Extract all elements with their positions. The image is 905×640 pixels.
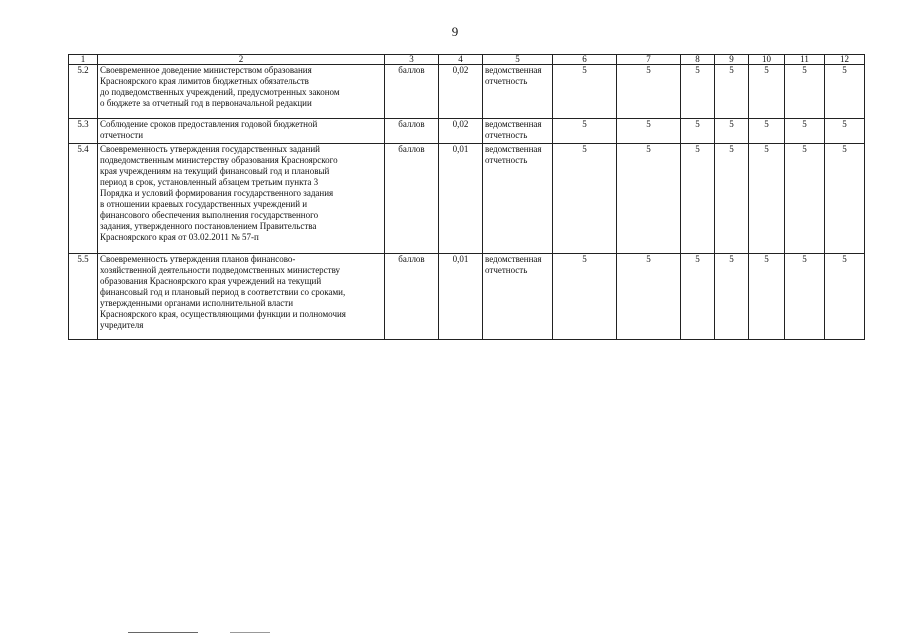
description-line: образования Красноярского края учреждений на текущий	[100, 276, 322, 286]
criteria-table	[68, 54, 865, 340]
description-line: Своевременное доведение министерством образования	[100, 65, 312, 75]
score-cell: 5	[617, 119, 681, 144]
description-line: Соблюдение сроков предоставления годовой бюджетной	[100, 119, 318, 129]
description-line: утвержденными органами исполнительной власти	[100, 298, 294, 308]
score-cell: 5	[749, 254, 785, 340]
score-cell: 5	[715, 65, 749, 119]
table-row	[69, 254, 865, 340]
description-line: в отношении краевых государственных учреждений и	[100, 199, 308, 209]
source-cell	[483, 65, 553, 119]
column-header-8: 8	[681, 55, 715, 65]
score-cell: 5	[749, 144, 785, 254]
weight-cell: 0,02	[439, 119, 483, 144]
score-cell: 5	[681, 144, 715, 254]
score-cell: 5	[617, 65, 681, 119]
score-cell: 5	[825, 144, 865, 254]
column-header-1: 1	[69, 55, 98, 65]
unit-cell: баллов	[385, 119, 439, 144]
score-cell: 5	[785, 119, 825, 144]
table-row	[69, 144, 865, 254]
criterion-description	[98, 65, 385, 119]
column-header-5: 5	[483, 55, 553, 65]
column-header-11: 11	[785, 55, 825, 65]
description-line: подведомственным министерству образования Красноярского	[100, 155, 338, 165]
row-number: 5.5	[69, 254, 98, 340]
score-cell: 5	[825, 119, 865, 144]
source-line: отчетность	[485, 130, 528, 140]
table-row	[69, 119, 865, 144]
row-number: 5.2	[69, 65, 98, 119]
criterion-description	[98, 144, 385, 254]
unit-cell: баллов	[385, 65, 439, 119]
score-cell: 5	[681, 65, 715, 119]
row-number: 5.4	[69, 144, 98, 254]
source-line: отчетность	[485, 76, 528, 86]
column-header-9: 9	[715, 55, 749, 65]
score-cell: 5	[825, 254, 865, 340]
table-body	[69, 65, 865, 340]
column-header-4: 4	[439, 55, 483, 65]
weight-cell: 0,01	[439, 144, 483, 254]
row-number: 5.3	[69, 119, 98, 144]
column-header-7: 7	[617, 55, 681, 65]
description-line: Своевременность утверждения планов финансово-	[100, 254, 296, 264]
weight-cell: 0,01	[439, 254, 483, 340]
weight-cell: 0,02	[439, 65, 483, 119]
criterion-description	[98, 119, 385, 144]
score-cell: 5	[785, 254, 825, 340]
table-row	[69, 65, 865, 119]
source-line: ведомственная	[485, 254, 542, 264]
description-line: до подведомственных учреждений, предусмотренных законом	[100, 87, 340, 97]
column-header-12: 12	[825, 55, 865, 65]
source-line: отчетность	[485, 155, 528, 165]
score-cell: 5	[749, 119, 785, 144]
column-header-10: 10	[749, 55, 785, 65]
description-line: Красноярского края, осуществляющими функции и полномочия	[100, 309, 346, 319]
unit-cell: баллов	[385, 254, 439, 340]
score-cell: 5	[553, 119, 617, 144]
description-line: учредителя	[100, 320, 144, 330]
score-cell: 5	[825, 65, 865, 119]
score-cell: 5	[553, 144, 617, 254]
source-line: ведомственная	[485, 119, 542, 129]
score-cell: 5	[681, 254, 715, 340]
description-line: задания, утвержденного постановлением Правительства	[100, 221, 317, 231]
description-line: хозяйственной деятельности подведомственных министерству	[100, 265, 341, 275]
description-line: Красноярского края от 03.02.2011 № 57-п	[100, 232, 259, 242]
unit-cell: баллов	[385, 144, 439, 254]
source-cell	[483, 119, 553, 144]
source-line: отчетность	[485, 265, 528, 275]
footer-rule	[128, 632, 198, 633]
description-line: о бюджете за отчетный год в первоначальной редакции	[100, 98, 312, 108]
score-cell: 5	[715, 119, 749, 144]
score-cell: 5	[785, 65, 825, 119]
score-cell: 5	[553, 254, 617, 340]
criterion-description	[98, 254, 385, 340]
page-number: 9	[451, 24, 459, 39]
header-row	[69, 55, 865, 65]
score-cell: 5	[617, 144, 681, 254]
score-cell: 5	[715, 144, 749, 254]
column-header-2: 2	[98, 55, 385, 65]
column-header-3: 3	[385, 55, 439, 65]
source-cell	[483, 144, 553, 254]
score-cell: 5	[785, 144, 825, 254]
footer-rule-2	[230, 632, 270, 633]
column-header-6: 6	[553, 55, 617, 65]
description-line: финансового обеспечения выполнения государственного	[100, 210, 319, 220]
description-line: Порядка и условий формирования государственного задания	[100, 188, 334, 198]
description-line: финансовый год и плановый период в соответствии со сроками,	[100, 287, 346, 297]
description-line: отчетности	[100, 130, 144, 140]
source-line: ведомственная	[485, 65, 542, 75]
source-cell	[483, 254, 553, 340]
source-line: ведомственная	[485, 144, 542, 154]
description-line: Своевременность утверждения государственных заданий	[100, 144, 321, 154]
score-cell: 5	[681, 119, 715, 144]
score-cell: 5	[715, 254, 749, 340]
description-line: края учреждениям на текущий финансовый год и плановый	[100, 166, 330, 176]
score-cell: 5	[617, 254, 681, 340]
description-line: период в срок, установленный абзацем третьим пункта 3	[100, 177, 319, 187]
score-cell: 5	[553, 65, 617, 119]
score-cell: 5	[749, 65, 785, 119]
description-line: Красноярского края лимитов бюджетных обязательств	[100, 76, 309, 86]
